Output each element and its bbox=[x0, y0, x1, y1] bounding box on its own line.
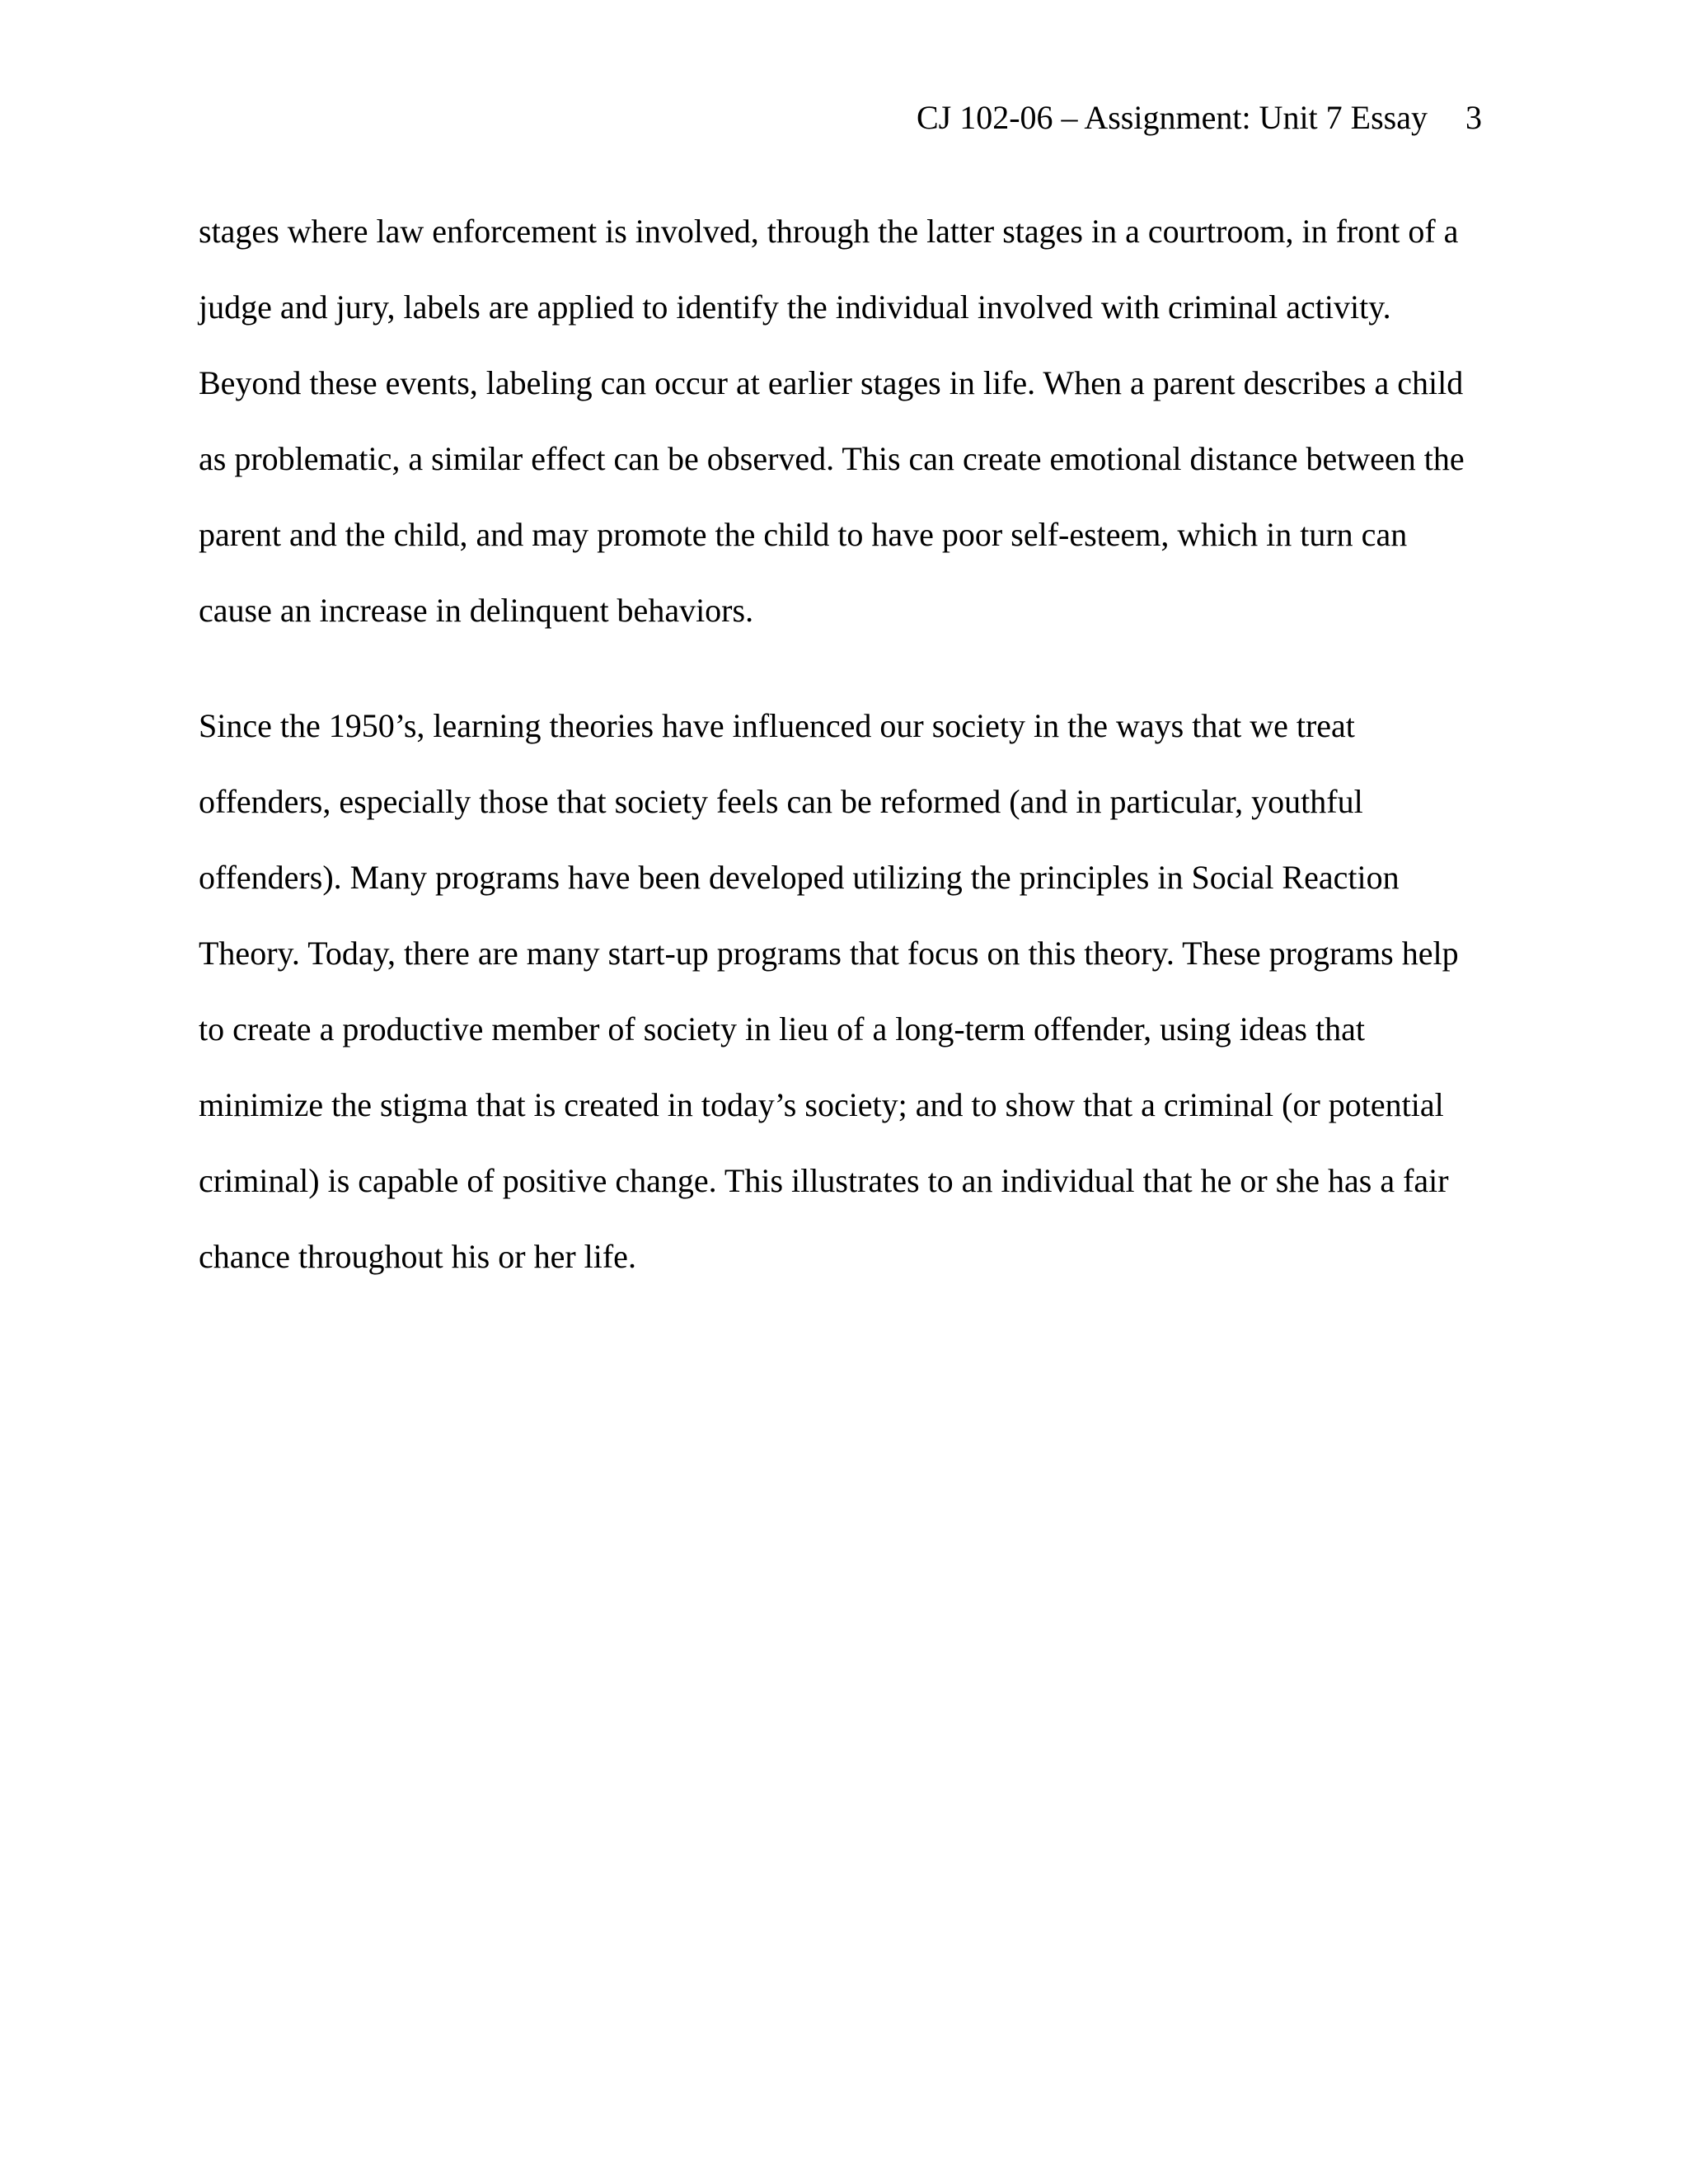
paragraph-2 bbox=[199, 688, 1517, 1295]
running-header bbox=[917, 95, 1482, 141]
page-number: 3 bbox=[1465, 99, 1482, 136]
text-line: parent and the child, and may promote the child to have poor self-esteem, which in turn can bbox=[199, 516, 1408, 553]
text-line: to create a productive member of society in lieu of a long-term offender, using ideas that bbox=[199, 1010, 1365, 1047]
text-line: criminal) is capable of positive change. This illustrates to an individual that he or she has a fair bbox=[199, 1162, 1449, 1199]
paragraph-1 bbox=[199, 194, 1517, 649]
text-line: chance throughout his or her life. bbox=[199, 1238, 636, 1275]
text-line: Since the 1950’s, learning theories have influenced our society in the ways that we treat bbox=[199, 707, 1355, 744]
text-line: cause an increase in delinquent behaviors. bbox=[199, 592, 754, 629]
text-line: judge and jury, labels are applied to identify the individual involved with criminal activity. bbox=[199, 288, 1391, 326]
text-line: Beyond these events, labeling can occur at earlier stages in life. When a parent describes a child bbox=[199, 364, 1464, 401]
text-line: offenders). Many programs have been developed utilizing the principles in Social Reaction bbox=[199, 859, 1400, 896]
text-line: as problematic, a similar effect can be observed. This can create emotional distance between the bbox=[199, 440, 1465, 477]
text-line: Theory. Today, there are many start-up programs that focus on this theory. These programs help bbox=[199, 935, 1459, 972]
text-line: minimize the stigma that is created in today’s society; and to show that a criminal (or potential bbox=[199, 1086, 1444, 1123]
text-line: offenders, especially those that society feels can be reformed (and in particular, youthful bbox=[199, 783, 1363, 820]
text-line: stages where law enforcement is involved, through the latter stages in a courtroom, in front of a bbox=[199, 213, 1459, 250]
header-title: CJ 102-06 – Assignment: Unit 7 Essay bbox=[916, 99, 1428, 136]
